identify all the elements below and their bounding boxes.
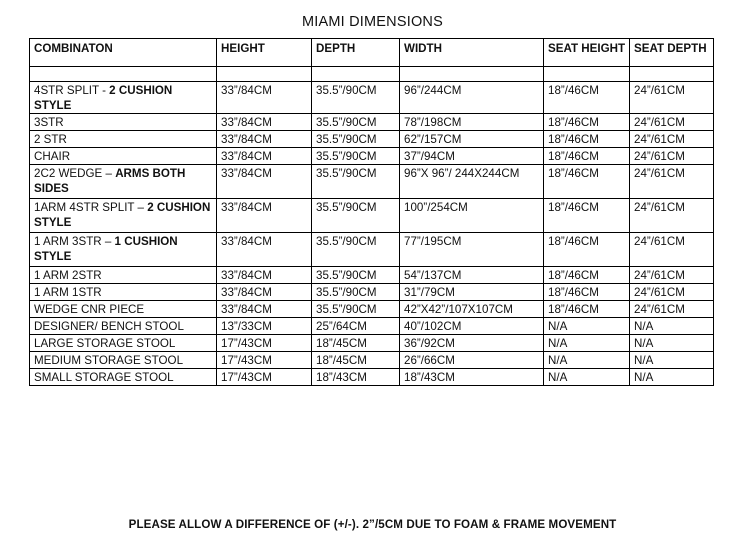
seat-depth-cell: N/A [630,352,714,369]
depth-cell: 35.5”/90CM [312,199,400,233]
height-cell: 33”/84CM [217,82,312,114]
depth-cell: 18”/45CM [312,352,400,369]
width-cell: 18”/43CM [400,369,544,386]
table-row [30,114,714,131]
combination-style: 2 CUSHION STYLE [34,201,211,229]
seat-depth-cell: 24”/61CM [630,82,714,114]
depth-cell: 35.5”/90CM [312,233,400,267]
seat-depth-cell: 24”/61CM [630,267,714,284]
table-row [30,369,714,386]
seat-depth-cell: 24”/61CM [630,199,714,233]
table-body [30,67,714,386]
seat-height-cell: 18”/46CM [544,165,630,199]
combination-name: 1ARM 4STR SPLIT – [34,201,148,214]
height-cell: 33”/84CM [217,114,312,131]
spacer-cell [630,67,714,82]
combination-name: SMALL STORAGE STOOL [34,371,174,384]
width-cell: 31”/79CM [400,284,544,301]
height-cell: 33”/84CM [217,284,312,301]
combination-name: 1 ARM 3STR – [34,235,115,248]
table-row [30,148,714,165]
height-cell: 17”/43CM [217,369,312,386]
combination-name: CHAIR [34,150,71,163]
table-row [30,318,714,335]
column-header-seat-depth: SEAT DEPTH [630,39,714,67]
height-cell: 17”/43CM [217,352,312,369]
column-header-seat-height: SEAT HEIGHT [544,39,630,67]
depth-cell: 35.5”/90CM [312,148,400,165]
combination-cell [30,199,217,233]
table-row [30,165,714,199]
table-row [30,267,714,284]
combination-cell [30,131,217,148]
seat-height-cell: 18”/46CM [544,148,630,165]
width-cell: 77”/195CM [400,233,544,267]
seat-depth-cell: N/A [630,369,714,386]
spacer-row [30,67,714,82]
spacer-cell [400,67,544,82]
depth-cell: 35.5”/90CM [312,284,400,301]
tolerance-note: PLEASE ALLOW A DIFFERENCE OF (+/-). 2”/5CM DUE TO FOAM & FRAME MOVEMENT [128,518,617,531]
width-cell: 26”/66CM [400,352,544,369]
combination-style: 1 CUSHION STYLE [34,235,178,263]
combination-name: MEDIUM STORAGE STOOL [34,354,184,367]
page-title: MIAMI DIMENSIONS [302,14,443,30]
depth-cell: 35.5”/90CM [312,165,400,199]
height-cell: 33”/84CM [217,267,312,284]
height-cell: 33”/84CM [217,165,312,199]
table-row [30,301,714,318]
combination-cell [30,369,217,386]
depth-cell: 25”/64CM [312,318,400,335]
height-cell: 33”/84CM [217,233,312,267]
seat-depth-cell: 24”/61CM [630,301,714,318]
combination-cell [30,148,217,165]
combination-name: 1 ARM 1STR [34,286,102,299]
seat-height-cell: 18”/46CM [544,114,630,131]
seat-height-cell: 18”/46CM [544,199,630,233]
table-row [30,352,714,369]
combination-style: 2 CUSHION STYLE [34,84,173,112]
combination-cell [30,233,217,267]
seat-depth-cell: 24”/61CM [630,233,714,267]
width-cell: 62”/157CM [400,131,544,148]
column-header-depth: DEPTH [312,39,400,67]
combination-name: 2C2 WEDGE – [34,167,116,180]
depth-cell: 35.5”/90CM [312,301,400,318]
width-cell: 37”/94CM [400,148,544,165]
combination-cell [30,267,217,284]
column-header-combination: COMBINATON [30,39,217,67]
column-header-width: WIDTH [400,39,544,67]
depth-cell: 18”/45CM [312,335,400,352]
seat-height-cell: 18”/46CM [544,284,630,301]
combination-cell [30,165,217,199]
depth-cell: 35.5”/90CM [312,114,400,131]
seat-depth-cell: 24”/61CM [630,165,714,199]
depth-cell: 35.5”/90CM [312,82,400,114]
table-row [30,233,714,267]
depth-cell: 35.5”/90CM [312,267,400,284]
combination-cell [30,284,217,301]
table-row [30,284,714,301]
seat-depth-cell: 24”/61CM [630,284,714,301]
table-row [30,335,714,352]
seat-height-cell: 18”/46CM [544,131,630,148]
combination-cell [30,82,217,114]
combination-name: 4STR SPLIT - [34,84,110,97]
width-cell: 54”/137CM [400,267,544,284]
table-row [30,199,714,233]
width-cell: 96”X 96”/ 244X244CM [400,165,544,199]
width-cell: 36”/92CM [400,335,544,352]
combination-cell [30,301,217,318]
combination-name: 1 ARM 2STR [34,269,102,282]
width-cell: 96”/244CM [400,82,544,114]
combination-cell [30,352,217,369]
width-cell: 78”/198CM [400,114,544,131]
seat-depth-cell: N/A [630,318,714,335]
combination-name: 2 STR [34,133,67,146]
depth-cell: 18”/43CM [312,369,400,386]
width-cell: 100”/254CM [400,199,544,233]
seat-height-cell: N/A [544,352,630,369]
combination-name: DESIGNER/ BENCH STOOL [34,320,184,333]
seat-height-cell: 18”/46CM [544,301,630,318]
width-cell: 40”/102CM [400,318,544,335]
combination-name: LARGE STORAGE STOOL [34,337,176,350]
spacer-cell [217,67,312,82]
seat-height-cell: 18”/46CM [544,267,630,284]
combination-cell [30,318,217,335]
seat-height-cell: N/A [544,335,630,352]
height-cell: 13”/33CM [217,318,312,335]
seat-depth-cell: 24”/61CM [630,148,714,165]
width-cell: 42”X42”/107X107CM [400,301,544,318]
seat-height-cell: N/A [544,369,630,386]
seat-height-cell: N/A [544,318,630,335]
table-header-row [30,39,714,67]
seat-height-cell: 18”/46CM [544,233,630,267]
height-cell: 33”/84CM [217,131,312,148]
table-row [30,131,714,148]
depth-cell: 35.5”/90CM [312,131,400,148]
spacer-cell [544,67,630,82]
combination-cell [30,335,217,352]
seat-depth-cell: N/A [630,335,714,352]
combination-cell [30,114,217,131]
height-cell: 17”/43CM [217,335,312,352]
column-header-height: HEIGHT [217,39,312,67]
height-cell: 33”/84CM [217,199,312,233]
combination-name: 3STR [34,116,64,129]
spacer-cell [30,67,217,82]
combination-name: WEDGE CNR PIECE [34,303,145,316]
height-cell: 33”/84CM [217,301,312,318]
spacer-cell [312,67,400,82]
combination-style: ARMS BOTH SIDES [34,167,186,195]
height-cell: 33”/84CM [217,148,312,165]
table-row [30,82,714,114]
seat-depth-cell: 24”/61CM [630,131,714,148]
seat-depth-cell: 24”/61CM [630,114,714,131]
dimensions-table [29,38,714,386]
seat-height-cell: 18”/46CM [544,82,630,114]
